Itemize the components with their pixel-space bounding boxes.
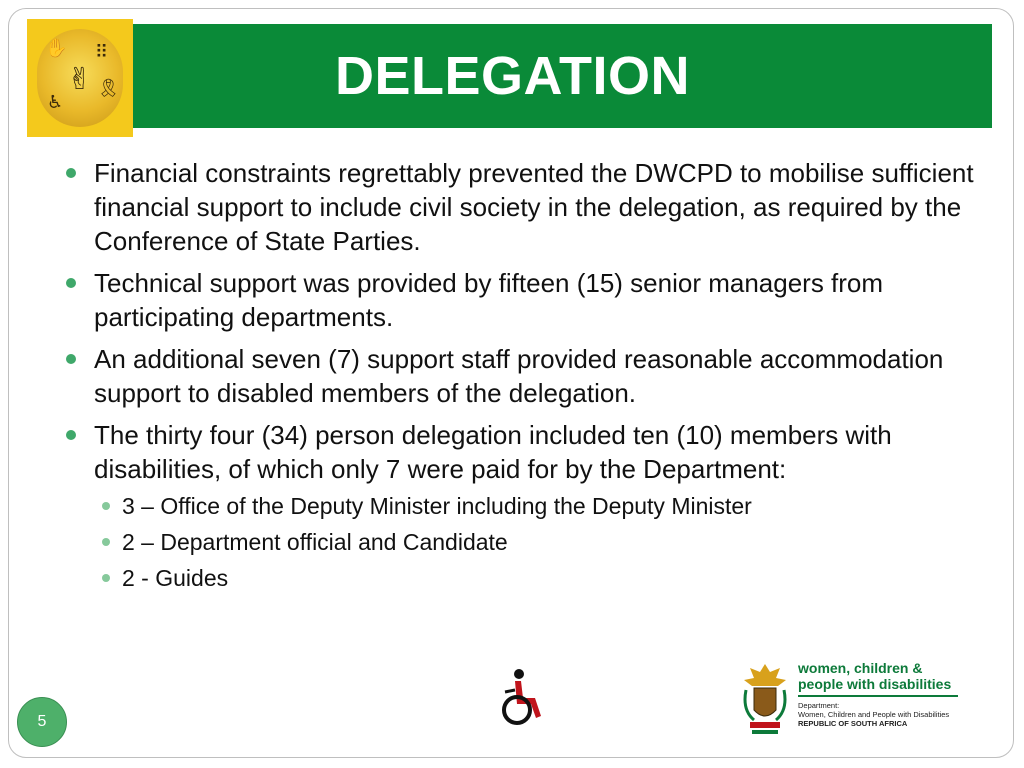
sub-bullet-dot-icon bbox=[102, 538, 110, 546]
logo-collage bbox=[37, 29, 123, 127]
bullet-text: An additional seven (7) support staff provided reasonable accommodation support to disabled members of the delegation. bbox=[94, 344, 944, 408]
bullet-dot-icon bbox=[66, 430, 76, 440]
wheelchair-icon bbox=[495, 668, 547, 726]
bullet-text: The thirty four (34) person delegation included ten (10) members with disabilities, of which only 7 were paid for by the Department: bbox=[94, 420, 892, 484]
bullet-text: Technical support was provided by fifteen (15) senior managers from participating departments. bbox=[94, 268, 884, 332]
department-logo bbox=[740, 660, 965, 738]
ribbon-icon: 🎗 bbox=[97, 78, 120, 98]
department-label: Department: bbox=[798, 701, 840, 710]
disability-collage-logo bbox=[27, 19, 133, 137]
department-name-line1: women, children & bbox=[798, 660, 923, 676]
sign-language-icon: ✋ bbox=[45, 38, 68, 58]
country-name: REPUBLIC OF SOUTH AFRICA bbox=[798, 719, 908, 728]
sub-bullet-dot-icon bbox=[102, 502, 110, 510]
hand-icon: ✌ bbox=[67, 63, 93, 96]
page-number-badge: 5 bbox=[17, 697, 67, 747]
bullet-item bbox=[62, 418, 982, 486]
sub-bullet-dot-icon bbox=[102, 574, 110, 582]
coat-of-arms-icon bbox=[740, 660, 790, 738]
bullet-dot-icon bbox=[66, 354, 76, 364]
wheelchair-small-icon: ♿ bbox=[47, 92, 64, 112]
bullet-item bbox=[62, 266, 982, 334]
title-bar bbox=[133, 24, 992, 128]
department-name-line2: people with disabilities bbox=[798, 676, 952, 692]
sub-bullet-text: 2 – Department official and Candidate bbox=[122, 529, 508, 555]
bullet-dot-icon bbox=[66, 168, 76, 178]
slide-content bbox=[62, 156, 982, 596]
bullet-dot-icon bbox=[66, 278, 76, 288]
braille-icon: ⠿ bbox=[95, 42, 109, 62]
sub-bullet-text: 2 - Guides bbox=[122, 565, 229, 591]
sub-bullet-item bbox=[62, 488, 982, 524]
department-divider bbox=[798, 695, 958, 697]
sub-bullet-item bbox=[62, 560, 982, 596]
department-fullname: Women, Children and People with Disabilities bbox=[798, 710, 950, 719]
bullet-item bbox=[62, 342, 982, 410]
sub-bullet-item bbox=[62, 524, 982, 560]
slide-title: DELEGATION bbox=[335, 46, 690, 106]
bullet-item bbox=[62, 156, 982, 258]
bullet-text: Financial constraints regrettably prevented the DWCPD to mobilise sufficient financial support to include civil society in the delegation, as required by the Conference of State Parties. bbox=[94, 158, 974, 256]
sub-bullet-text: 3 – Office of the Deputy Minister including the Deputy Minister bbox=[122, 493, 752, 519]
department-text bbox=[798, 660, 968, 728]
